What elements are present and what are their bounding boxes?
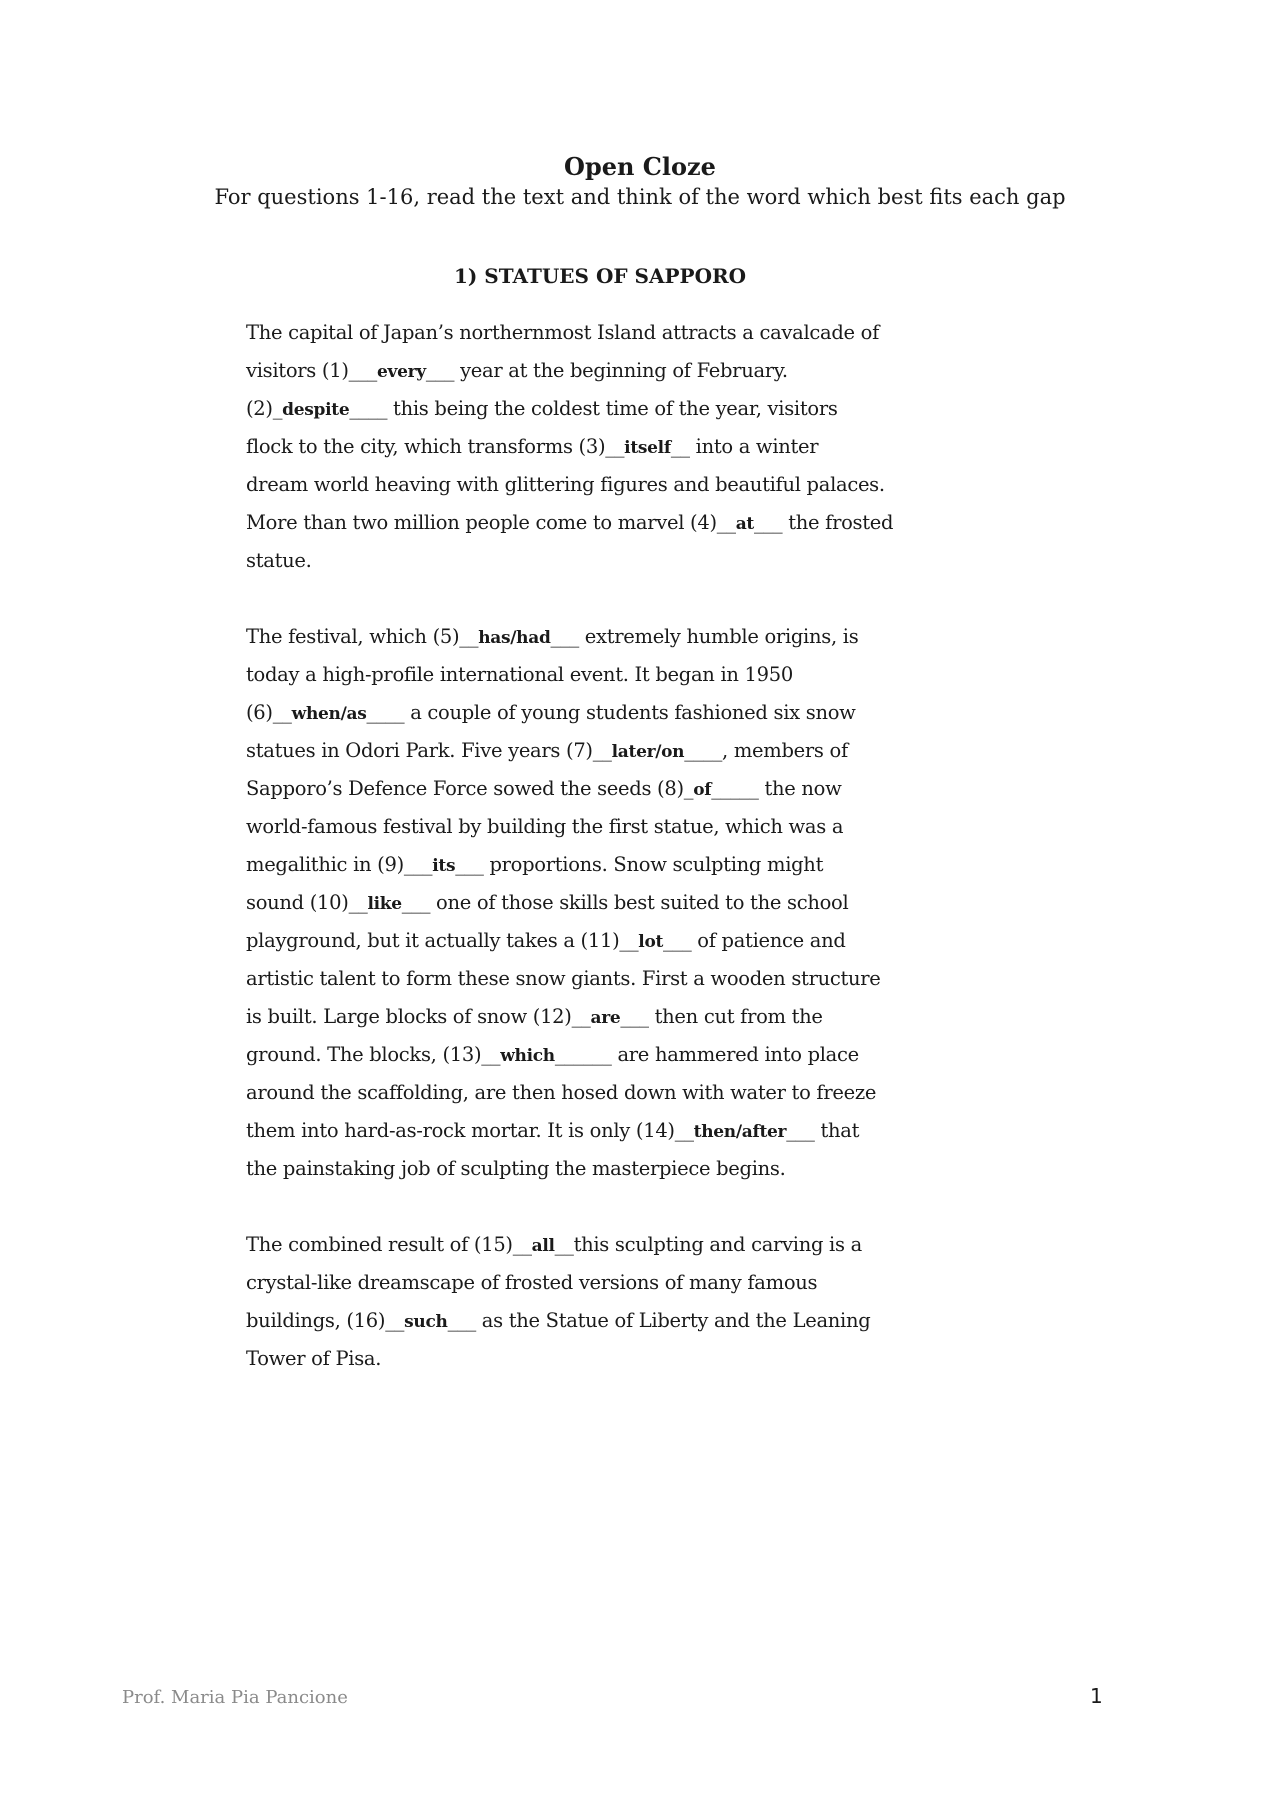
text-segment: ground. The blocks, (13)__ (246, 1043, 501, 1066)
text-segment: around the scaffolding, are then hosed down with water to freeze (246, 1081, 877, 1104)
gap-answer: lot (638, 932, 664, 952)
text-line (246, 1112, 966, 1150)
text-line (246, 846, 966, 884)
text-segment: ___ one of those skills best suited to the school (401, 891, 849, 914)
gap-answer: has/had (478, 628, 551, 648)
text-segment: More than two million people come to marvel (4)__ (246, 511, 736, 534)
text-segment: ___ of patience and (663, 929, 846, 952)
text-segment: the painstaking job of sculpting the masterpiece begins. (246, 1157, 786, 1180)
text-segment: _____ the now (711, 777, 842, 800)
gap-answer: every (376, 362, 426, 382)
gap-answer: all (531, 1236, 555, 1256)
text-segment: ___ proportions. Snow sculpting might (455, 853, 824, 876)
text-line (246, 428, 966, 466)
text-line (246, 390, 966, 428)
passage-body (246, 314, 966, 1416)
text-segment: ____, members of (684, 739, 848, 762)
text-line (246, 504, 966, 542)
text-segment: crystal-like dreamscape of frosted versions of many famous (246, 1271, 818, 1294)
text-segment: dream world heaving with glittering figures and beautiful palaces. (246, 473, 885, 496)
text-line (246, 618, 966, 656)
text-segment: playground, but it actually takes a (11)__ (246, 929, 639, 952)
footer-author: Prof. Maria Pia Pancione (122, 1687, 348, 1708)
gap-answer: at (735, 514, 754, 534)
instructions: For questions 1-16, read the text and think of the word which best fits each gap (214, 185, 1066, 209)
text-segment: statue. (246, 549, 312, 572)
text-segment: ___ then cut from the (620, 1005, 823, 1028)
text-segment: today a high-profile international event. It began in 1950 (246, 663, 793, 686)
paragraph (246, 314, 966, 580)
text-segment: ___ year at the beginning of February. (425, 359, 788, 382)
text-segment: flock to the city, which transforms (3)__ (246, 435, 625, 458)
text-segment: statues in Odori Park. Five years (7)__ (246, 739, 612, 762)
text-segment: __this sculpting and carving is a (554, 1233, 862, 1256)
text-line (246, 732, 966, 770)
text-line (246, 960, 966, 998)
text-line (246, 922, 966, 960)
text-segment: world-famous festival by building the first statue, which was a (246, 815, 844, 838)
text-segment: The combined result of (15)__ (246, 1233, 532, 1256)
text-segment: sound (10)__ (246, 891, 368, 914)
text-segment: ____ a couple of young students fashioned six snow (366, 701, 856, 724)
text-line (246, 694, 966, 732)
text-segment: Tower of Pisa. (246, 1347, 382, 1370)
text-segment: Sapporo’s Defence Force sowed the seeds (8)_ (246, 777, 694, 800)
gap-answer: itself (624, 438, 671, 458)
gap-answer: its (432, 856, 456, 876)
gap-answer: such (404, 1312, 448, 1332)
gap-answer: despite (282, 400, 350, 420)
text-line (246, 1226, 966, 1264)
text-line (246, 1036, 966, 1074)
text-segment: is built. Large blocks of snow (12)__ (246, 1005, 591, 1028)
text-segment: buildings, (16)__ (246, 1309, 405, 1332)
passage-title: 1) STATUES OF SAPPORO (453, 264, 747, 288)
page-number: 1 (1090, 1684, 1103, 1708)
text-segment: them into hard-as-rock mortar. It is only (14)__ (246, 1119, 694, 1142)
text-segment: The festival, which (5)__ (246, 625, 479, 648)
text-segment: (2)_ (246, 397, 283, 420)
paragraph (246, 618, 966, 1188)
text-line (246, 1340, 966, 1378)
text-line (246, 808, 966, 846)
text-segment: ______ are hammered into place (554, 1043, 859, 1066)
text-line (246, 884, 966, 922)
text-line (246, 1302, 966, 1340)
text-segment: ___ as the Statue of Liberty and the Leaning (447, 1309, 871, 1332)
page-title: Open Cloze (564, 152, 716, 181)
gap-answer: like (367, 894, 402, 914)
text-segment: ___ extremely humble origins, is (550, 625, 859, 648)
text-line (246, 1264, 966, 1302)
text-segment: artistic talent to form these snow giants. First a wooden structure (246, 967, 881, 990)
text-line (246, 998, 966, 1036)
text-line (246, 770, 966, 808)
text-segment: megalithic in (9)___ (246, 853, 433, 876)
text-segment: __ into a winter (670, 435, 819, 458)
text-line (246, 656, 966, 694)
text-line (246, 1150, 966, 1188)
text-segment: The capital of Japan’s northernmost Island attracts a cavalcade of (246, 321, 880, 344)
text-segment: ___ the frosted (753, 511, 894, 534)
gap-answer: then/after (693, 1122, 787, 1142)
gap-answer: when/as (291, 704, 367, 724)
gap-answer: later/on (611, 742, 685, 762)
text-segment: ___ that (786, 1119, 860, 1142)
gap-answer: of (693, 780, 712, 800)
text-line (246, 352, 966, 390)
text-segment: ____ this being the coldest time of the year, visitors (349, 397, 838, 420)
gap-answer: which (500, 1046, 555, 1066)
text-line (246, 1074, 966, 1112)
gap-answer: are (590, 1008, 621, 1028)
text-segment: (6)__ (246, 701, 292, 724)
text-line (246, 542, 966, 580)
paragraph (246, 1226, 966, 1378)
text-line (246, 314, 966, 352)
text-line (246, 466, 966, 504)
text-segment: visitors (1)___ (246, 359, 377, 382)
